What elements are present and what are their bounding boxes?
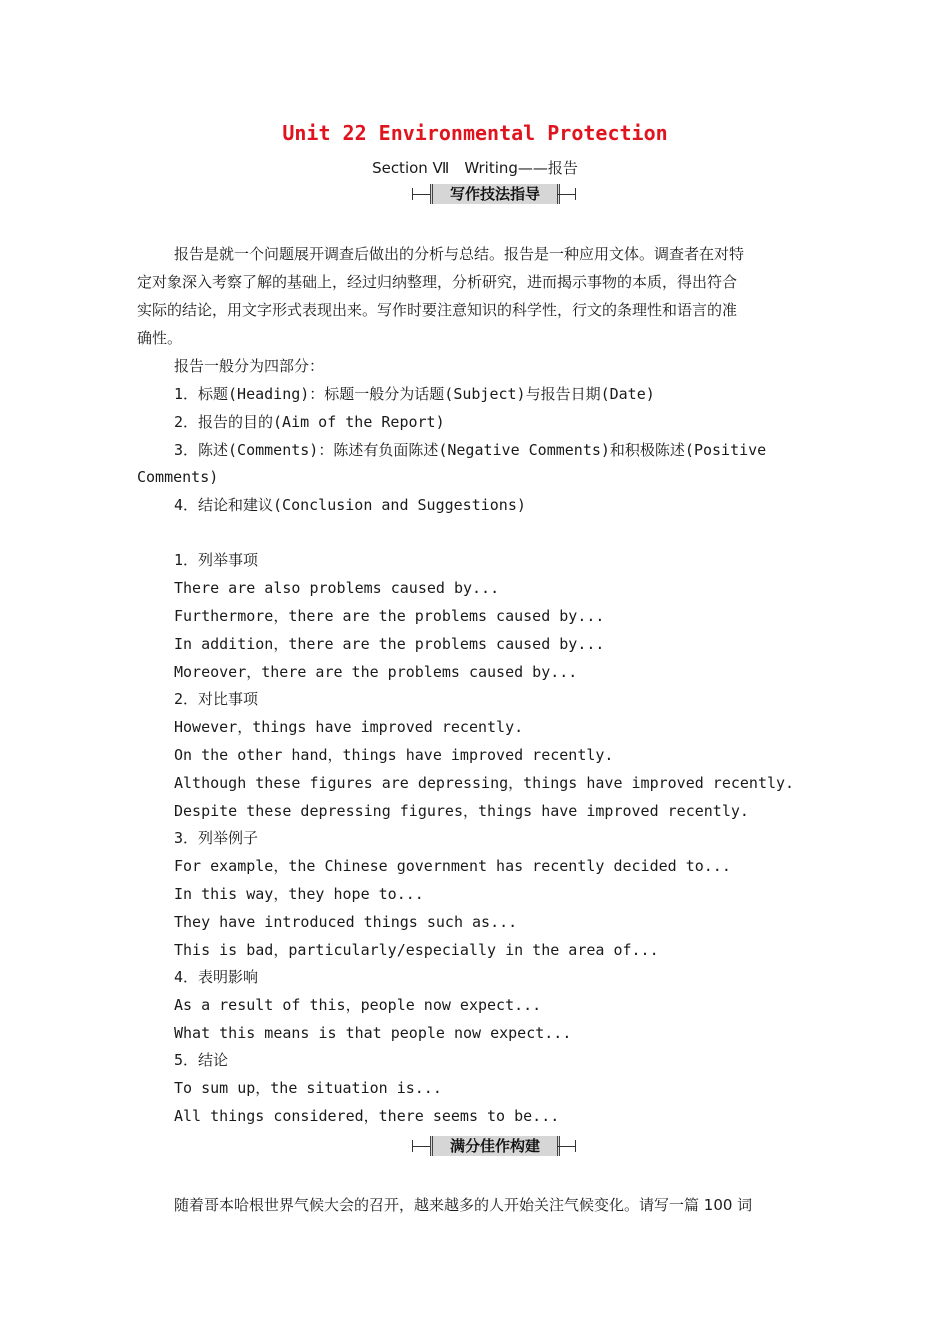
phrase-item: Moreover，there are the problems caused by... [174, 663, 578, 681]
intro-line: 确性。 [137, 329, 183, 347]
part-item: 2．报告的目的(Aim of the Report) [174, 413, 445, 431]
phrase-heading: 2．对比事项 [174, 690, 259, 708]
phrase-item: They have introduced things such as... [174, 913, 518, 931]
phrase-item: All things considered，there seems to be... [174, 1107, 560, 1125]
phrase-heading: 1．列举事项 [174, 551, 259, 569]
banner-label: 写作技法指导 [430, 184, 560, 204]
section-banner-model-essay [0, 1136, 950, 1158]
parts-intro: 报告一般分为四部分： [174, 357, 325, 375]
banner-label: 满分佳作构建 [430, 1136, 560, 1156]
phrase-item: On the other hand，things have improved recently. [174, 746, 614, 764]
intro-line: 实际的结论，用文字形式表现出来。写作时要注意知识的科学性，行文的条理性和语言的准 [137, 301, 738, 319]
section-banner-writing-skills [0, 184, 950, 206]
intro-line: 定对象深入考察了解的基础上，经过归纳整理，分析研究，进而揭示事物的本质，得出符合 [137, 273, 738, 291]
page-title: Unit 22 Environmental Protection [282, 121, 668, 145]
task-prompt: 随着哥本哈根世界气候大会的召开，越来越多的人开始关注气候变化。请写一篇 100 词 [174, 1196, 753, 1214]
phrase-item: To sum up，the situation is... [174, 1079, 442, 1097]
phrase-item: In this way，they hope to... [174, 885, 424, 903]
phrase-heading: 4．表明影响 [174, 968, 259, 986]
part-item: 3．陈述(Comments)：陈述有负面陈述(Negative Comments)和积极陈述(Positive [174, 441, 767, 459]
intro-line: 报告是就一个问题展开调查后做出的分析与总结。报告是一种应用文体。调查者在对特 [174, 245, 745, 263]
phrase-item: Furthermore，there are the problems caused by... [174, 607, 605, 625]
part-item: 4．结论和建议(Conclusion and Suggestions) [174, 496, 526, 514]
phrase-heading: 5．结论 [174, 1051, 229, 1069]
phrase-item: There are also problems caused by... [174, 579, 500, 597]
phrase-item: What this means is that people now expect... [174, 1024, 572, 1042]
phrase-item: As a result of this，people now expect... [174, 996, 542, 1014]
phrase-item: For example，the Chinese government has recently decided to... [174, 857, 731, 875]
section-subtitle: Section Ⅶ Writing——报告 [372, 159, 578, 177]
phrase-item: However，things have improved recently. [174, 718, 524, 736]
phrase-heading: 3．列举例子 [174, 829, 259, 847]
phrase-item: In addition，there are the problems caused by... [174, 635, 605, 653]
phrase-item: This is bad，particularly/especially in the area of... [174, 941, 659, 959]
phrase-item: Despite these depressing figures，things have improved recently. [174, 802, 749, 820]
phrase-item: Although these figures are depressing，things have improved recently. [174, 774, 795, 792]
part-item: 1．标题(Heading)：标题一般分为话题(Subject)与报告日期(Date) [174, 385, 655, 403]
part-item-continued: Comments) [137, 468, 219, 486]
